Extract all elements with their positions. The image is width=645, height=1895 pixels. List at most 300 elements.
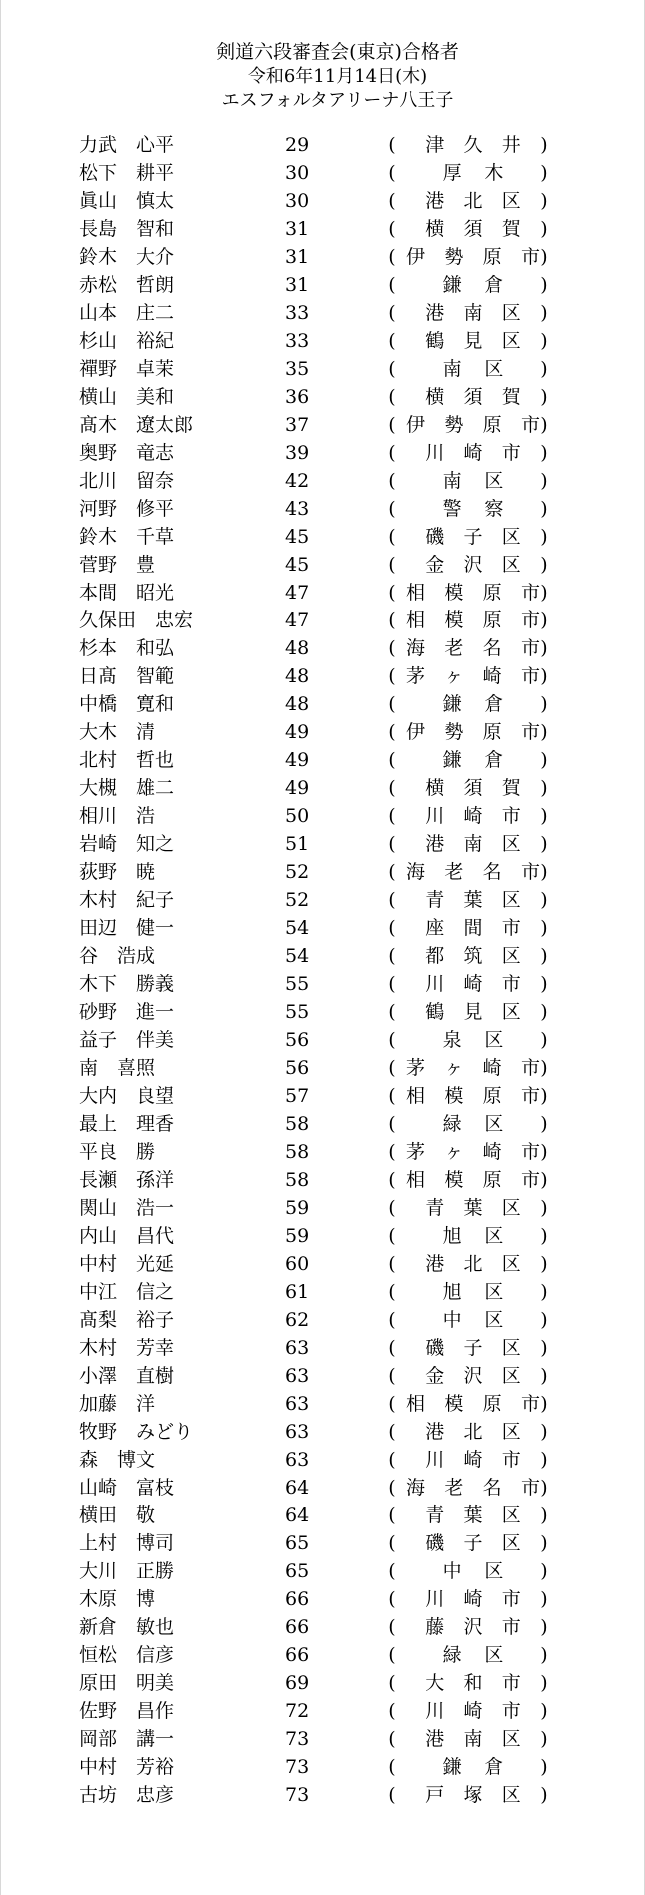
passer-affiliation: 鎌 倉 xyxy=(442,693,504,716)
passer-affiliation: 鎌 倉 xyxy=(442,749,504,772)
close-paren: ) xyxy=(540,134,548,156)
list-item xyxy=(1,1502,644,1530)
list-item xyxy=(1,1698,644,1726)
open-paren: ( xyxy=(388,973,396,996)
passer-name: 牧野 みどり xyxy=(79,1420,194,1443)
list-item xyxy=(1,1251,644,1279)
passer-affiliation: 相 模 原 市 xyxy=(406,1392,540,1415)
passer-affiliation: 横 須 賀 xyxy=(425,385,521,408)
passer-age: 43 xyxy=(285,497,310,520)
open-paren: ( xyxy=(388,385,396,408)
open-paren: ( xyxy=(388,721,396,744)
passer-affiliation: 港 北 区 xyxy=(425,1252,521,1275)
passer-name: 上村 博司 xyxy=(79,1532,175,1555)
close-paren: ) xyxy=(540,1616,548,1639)
list-item xyxy=(1,160,644,188)
passer-affiliation: 茅 ヶ 崎 市 xyxy=(406,1140,540,1163)
close-paren: ) xyxy=(540,889,548,912)
list-item xyxy=(1,384,644,412)
passer-age: 49 xyxy=(285,749,310,772)
open-paren: ( xyxy=(388,497,396,520)
open-paren: ( xyxy=(388,945,396,968)
list-item xyxy=(1,1167,644,1195)
list-item xyxy=(1,244,644,272)
passer-age: 47 xyxy=(285,581,310,604)
list-item xyxy=(1,887,644,915)
list-item xyxy=(1,272,644,300)
close-paren: ) xyxy=(540,945,548,968)
passer-age: 59 xyxy=(285,1224,310,1247)
close-paren: ) xyxy=(540,385,548,408)
passer-affiliation: 青 葉 区 xyxy=(425,889,521,912)
list-item xyxy=(1,635,644,663)
close-paren: ) xyxy=(540,1560,548,1583)
passer-age: 45 xyxy=(285,525,310,548)
passer-age: 42 xyxy=(285,469,310,492)
close-paren: ) xyxy=(540,1532,548,1555)
document-title: 剣道六段審査会(東京)合格者 xyxy=(216,41,459,63)
passer-age: 72 xyxy=(285,1700,310,1723)
list-item xyxy=(1,1027,644,1055)
close-paren: ) xyxy=(540,553,548,576)
passer-affiliation: 金 沢 区 xyxy=(425,1364,521,1387)
close-paren: ) xyxy=(540,1364,548,1387)
list-item xyxy=(1,356,644,384)
passer-name: 大内 良望 xyxy=(79,1084,175,1107)
close-paren: ) xyxy=(540,749,548,772)
close-paren: ) xyxy=(540,1336,548,1359)
open-paren: ( xyxy=(388,1756,396,1779)
close-paren: ) xyxy=(540,917,548,940)
passer-name: 関山 浩一 xyxy=(79,1196,175,1219)
passer-name: 大木 清 xyxy=(79,721,156,744)
passer-name: 松下 耕平 xyxy=(79,161,175,184)
passer-affiliation: 川 崎 市 xyxy=(425,1588,521,1611)
open-paren: ( xyxy=(388,1392,396,1415)
open-paren: ( xyxy=(388,833,396,856)
passer-name: 中橋 寛和 xyxy=(79,693,175,716)
passer-affiliation: 川 崎 市 xyxy=(425,973,521,996)
passer-affiliation: 都 筑 区 xyxy=(425,945,521,968)
list-item xyxy=(1,440,644,468)
passer-affiliation: 海 老 名 市 xyxy=(406,861,540,884)
list-item xyxy=(1,1055,644,1083)
passer-affiliation: 中 区 xyxy=(442,1560,504,1583)
list-item xyxy=(1,607,644,635)
open-paren: ( xyxy=(388,1168,396,1191)
open-paren: ( xyxy=(388,189,396,212)
open-paren: ( xyxy=(388,1616,396,1639)
open-paren: ( xyxy=(388,161,396,184)
close-paren: ) xyxy=(540,1784,548,1807)
passer-name: 森 博文 xyxy=(79,1448,156,1471)
open-paren: ( xyxy=(388,1196,396,1219)
list-item xyxy=(1,971,644,999)
passer-age: 69 xyxy=(285,1672,310,1695)
passer-name: 杉本 和弘 xyxy=(79,637,175,660)
list-item xyxy=(1,328,644,356)
passer-list xyxy=(1,132,644,1810)
passer-name: 菅野 豊 xyxy=(79,553,156,576)
passer-age: 66 xyxy=(285,1616,310,1639)
close-paren: ) xyxy=(540,1001,548,1024)
list-item xyxy=(1,747,644,775)
close-paren: ) xyxy=(540,805,548,828)
passer-age: 61 xyxy=(285,1280,310,1303)
passer-name: 禪野 卓茉 xyxy=(79,357,175,380)
list-item xyxy=(1,468,644,496)
passer-name: 佐野 昌作 xyxy=(79,1700,175,1723)
passer-affiliation: 南 区 xyxy=(442,469,504,492)
close-paren: ) xyxy=(540,525,548,548)
passer-affiliation: 厚 木 xyxy=(442,161,504,184)
list-item xyxy=(1,1754,644,1782)
list-item xyxy=(1,300,644,328)
passer-affiliation: 鶴 見 区 xyxy=(425,329,521,352)
list-item xyxy=(1,859,644,887)
list-item xyxy=(1,803,644,831)
passer-age: 31 xyxy=(285,245,310,268)
open-paren: ( xyxy=(388,1001,396,1024)
close-paren: ) xyxy=(540,1224,548,1247)
passer-affiliation: 茅 ヶ 崎 市 xyxy=(406,1056,540,1079)
passer-age: 33 xyxy=(285,301,310,324)
passer-age: 55 xyxy=(285,1001,310,1024)
passer-age: 64 xyxy=(285,1504,310,1527)
passer-affiliation: 緑 区 xyxy=(442,1644,504,1667)
passer-name: 恒松 信彦 xyxy=(79,1644,175,1667)
passer-affiliation: 戸 塚 区 xyxy=(425,1784,521,1807)
open-paren: ( xyxy=(388,1728,396,1751)
passer-age: 63 xyxy=(285,1420,310,1443)
passer-affiliation: 泉 区 xyxy=(442,1029,504,1051)
passer-affiliation: 座 間 市 xyxy=(425,917,521,940)
open-paren: ( xyxy=(388,1504,396,1527)
passer-age: 54 xyxy=(285,945,310,968)
list-item xyxy=(1,1670,644,1698)
passer-age: 45 xyxy=(285,553,310,576)
passer-age: 65 xyxy=(285,1560,310,1583)
open-paren: ( xyxy=(388,273,396,296)
document-header xyxy=(1,40,644,113)
passer-affiliation: 港 南 区 xyxy=(425,833,521,856)
list-item xyxy=(1,663,644,691)
open-paren: ( xyxy=(388,1308,396,1331)
passer-age: 47 xyxy=(285,609,310,632)
passer-name: 大川 正勝 xyxy=(79,1560,175,1583)
passer-name: 河野 修平 xyxy=(79,497,175,520)
passer-affiliation: 海 老 名 市 xyxy=(406,1476,540,1499)
passer-name: 横山 美和 xyxy=(79,385,175,408)
close-paren: ) xyxy=(540,1420,548,1443)
close-paren: ) xyxy=(540,1448,548,1471)
passer-name: 北村 哲也 xyxy=(79,749,175,772)
open-paren: ( xyxy=(388,357,396,380)
passer-name: 相川 浩 xyxy=(79,805,156,828)
passer-age: 63 xyxy=(285,1392,310,1415)
list-item xyxy=(1,1475,644,1503)
close-paren: ) xyxy=(540,1392,548,1415)
list-item xyxy=(1,412,644,440)
close-paren: ) xyxy=(540,721,548,744)
close-paren: ) xyxy=(540,973,548,996)
list-item xyxy=(1,1363,644,1391)
passer-name: 岩崎 知之 xyxy=(79,833,175,856)
passer-name: 力武 心平 xyxy=(79,134,175,156)
close-paren: ) xyxy=(540,1196,548,1219)
close-paren: ) xyxy=(540,357,548,380)
passer-age: 60 xyxy=(285,1252,310,1275)
open-paren: ( xyxy=(388,861,396,884)
passer-name: 砂野 進一 xyxy=(79,1001,175,1024)
passer-name: 中村 芳裕 xyxy=(79,1756,175,1779)
open-paren: ( xyxy=(388,1280,396,1303)
passer-age: 48 xyxy=(285,693,310,716)
close-paren: ) xyxy=(540,161,548,184)
passer-age: 31 xyxy=(285,217,310,240)
open-paren: ( xyxy=(388,441,396,464)
open-paren: ( xyxy=(388,1056,396,1079)
passer-affiliation: 磯 子 区 xyxy=(425,1336,521,1359)
passer-name: 鈴木 千草 xyxy=(79,525,175,548)
passer-name: 木村 紀子 xyxy=(79,889,175,912)
passer-affiliation: 伊 勢 原 市 xyxy=(406,245,540,268)
open-paren: ( xyxy=(388,245,396,268)
passer-age: 56 xyxy=(285,1029,310,1051)
list-item xyxy=(1,1530,644,1558)
exam-date: 令和6年11月14日(木) xyxy=(247,66,428,87)
close-paren: ) xyxy=(540,1084,548,1107)
open-paren: ( xyxy=(388,917,396,940)
close-paren: ) xyxy=(540,1700,548,1723)
passer-affiliation: 伊 勢 原 市 xyxy=(406,721,540,744)
passer-name: 杉山 裕紀 xyxy=(79,329,175,352)
close-paren: ) xyxy=(540,693,548,716)
passer-age: 30 xyxy=(285,161,310,184)
passer-age: 63 xyxy=(285,1448,310,1471)
open-paren: ( xyxy=(388,1700,396,1723)
passer-name: 本間 昭光 xyxy=(79,581,175,604)
list-item xyxy=(1,831,644,859)
close-paren: ) xyxy=(540,1308,548,1331)
passer-age: 49 xyxy=(285,777,310,800)
open-paren: ( xyxy=(388,301,396,324)
open-paren: ( xyxy=(388,1420,396,1443)
close-paren: ) xyxy=(540,413,548,436)
passer-age: 73 xyxy=(285,1784,310,1807)
list-item xyxy=(1,775,644,803)
passer-age: 49 xyxy=(285,721,310,744)
passer-affiliation: 青 葉 区 xyxy=(425,1504,521,1527)
passer-name: 横田 敬 xyxy=(79,1504,156,1527)
passer-name: 久保田 忠宏 xyxy=(79,609,194,632)
close-paren: ) xyxy=(540,273,548,296)
passer-name: 木村 芳幸 xyxy=(79,1336,175,1359)
close-paren: ) xyxy=(540,581,548,604)
open-paren: ( xyxy=(388,1252,396,1275)
passer-affiliation: 中 区 xyxy=(442,1308,504,1331)
close-paren: ) xyxy=(540,301,548,324)
passer-age: 62 xyxy=(285,1308,310,1331)
open-paren: ( xyxy=(388,1029,396,1051)
open-paren: ( xyxy=(388,1532,396,1555)
passer-age: 58 xyxy=(285,1140,310,1163)
open-paren: ( xyxy=(388,1140,396,1163)
passer-age: 57 xyxy=(285,1084,310,1107)
passer-affiliation: 海 老 名 市 xyxy=(406,637,540,660)
passer-name: 小澤 直樹 xyxy=(79,1364,175,1387)
open-paren: ( xyxy=(388,889,396,912)
passer-age: 35 xyxy=(285,357,310,380)
passer-name: 山崎 富枝 xyxy=(79,1476,175,1499)
close-paren: ) xyxy=(540,245,548,268)
passer-age: 50 xyxy=(285,805,310,828)
passer-name: 中村 光延 xyxy=(79,1252,175,1275)
close-paren: ) xyxy=(540,1280,548,1303)
list-item xyxy=(1,1447,644,1475)
close-paren: ) xyxy=(540,1140,548,1163)
close-paren: ) xyxy=(540,1504,548,1527)
list-item xyxy=(1,1111,644,1139)
open-paren: ( xyxy=(388,1336,396,1359)
close-paren: ) xyxy=(540,861,548,884)
passer-affiliation: 旭 区 xyxy=(442,1280,504,1303)
open-paren: ( xyxy=(388,1560,396,1583)
close-paren: ) xyxy=(540,1056,548,1079)
passer-name: 長島 智和 xyxy=(79,217,175,240)
list-item xyxy=(1,1279,644,1307)
passer-affiliation: 横 須 賀 xyxy=(425,217,521,240)
passer-affiliation: 旭 区 xyxy=(442,1224,504,1247)
passer-age: 48 xyxy=(285,637,310,660)
passer-affiliation: 磯 子 区 xyxy=(425,1532,521,1555)
passer-name: 荻野 暁 xyxy=(79,861,156,884)
list-item xyxy=(1,1391,644,1419)
close-paren: ) xyxy=(540,1756,548,1779)
close-paren: ) xyxy=(540,1029,548,1051)
close-paren: ) xyxy=(540,441,548,464)
open-paren: ( xyxy=(388,553,396,576)
list-item xyxy=(1,1642,644,1670)
passer-affiliation: 港 北 区 xyxy=(425,1420,521,1443)
list-item xyxy=(1,1195,644,1223)
open-paren: ( xyxy=(388,1644,396,1667)
passer-name: 鈴木 大介 xyxy=(79,245,175,268)
passer-name: 新倉 敏也 xyxy=(79,1616,175,1639)
passer-age: 73 xyxy=(285,1728,310,1751)
passer-age: 51 xyxy=(285,833,310,856)
close-paren: ) xyxy=(540,637,548,660)
passer-affiliation: 相 模 原 市 xyxy=(406,1168,540,1191)
list-item xyxy=(1,1726,644,1754)
passer-age: 31 xyxy=(285,273,310,296)
open-paren: ( xyxy=(388,1364,396,1387)
passer-age: 33 xyxy=(285,329,310,352)
open-paren: ( xyxy=(388,609,396,632)
passer-affiliation: 川 崎 市 xyxy=(425,805,521,828)
open-paren: ( xyxy=(388,1672,396,1695)
passer-name: 木原 博 xyxy=(79,1588,156,1611)
open-paren: ( xyxy=(388,1084,396,1107)
passer-name: 益子 伴美 xyxy=(79,1029,175,1051)
open-paren: ( xyxy=(388,637,396,660)
passer-affiliation: 港 北 区 xyxy=(425,189,521,212)
passer-age: 59 xyxy=(285,1196,310,1219)
open-paren: ( xyxy=(388,413,396,436)
passer-affiliation: 伊 勢 原 市 xyxy=(406,413,540,436)
passer-age: 66 xyxy=(285,1588,310,1611)
list-item xyxy=(1,1223,644,1251)
list-item xyxy=(1,216,644,244)
passer-name: 内山 昌代 xyxy=(79,1224,175,1247)
passer-affiliation: 相 模 原 市 xyxy=(406,581,540,604)
list-item xyxy=(1,943,644,971)
passer-affiliation: 鎌 倉 xyxy=(442,273,504,296)
close-paren: ) xyxy=(540,1588,548,1611)
open-paren: ( xyxy=(388,1224,396,1247)
open-paren: ( xyxy=(388,805,396,828)
passer-name: 北川 留奈 xyxy=(79,469,175,492)
passer-name: 髙木 遼太郎 xyxy=(79,413,194,436)
passer-name: 最上 理香 xyxy=(79,1112,175,1135)
passer-name: 奥野 竜志 xyxy=(79,441,175,464)
passer-name: 眞山 慎太 xyxy=(79,189,175,212)
passer-affiliation: 南 区 xyxy=(442,357,504,380)
passer-name: 大槻 雄二 xyxy=(79,777,175,800)
passer-affiliation: 川 崎 市 xyxy=(425,1700,521,1723)
list-item xyxy=(1,496,644,524)
open-paren: ( xyxy=(388,665,396,688)
close-paren: ) xyxy=(540,1168,548,1191)
exam-venue: エスフォルタアリーナ八王子 xyxy=(221,90,454,111)
passer-age: 55 xyxy=(285,973,310,996)
list-item xyxy=(1,1335,644,1363)
passer-name: 木下 勝義 xyxy=(79,973,175,996)
passer-affiliation: 川 崎 市 xyxy=(425,1448,521,1471)
passer-age: 39 xyxy=(285,441,310,464)
open-paren: ( xyxy=(388,1588,396,1611)
open-paren: ( xyxy=(388,525,396,548)
passer-name: 日髙 智範 xyxy=(79,665,175,688)
list-item xyxy=(1,915,644,943)
close-paren: ) xyxy=(540,497,548,520)
passer-age: 73 xyxy=(285,1756,310,1779)
open-paren: ( xyxy=(388,217,396,240)
passer-age: 64 xyxy=(285,1476,310,1499)
passer-name: 原田 明美 xyxy=(79,1672,175,1695)
close-paren: ) xyxy=(540,833,548,856)
open-paren: ( xyxy=(388,134,396,156)
passer-age: 56 xyxy=(285,1056,310,1079)
open-paren: ( xyxy=(388,1448,396,1471)
passer-affiliation: 港 南 区 xyxy=(425,301,521,324)
open-paren: ( xyxy=(388,329,396,352)
passer-age: 58 xyxy=(285,1112,310,1135)
list-item xyxy=(1,1139,644,1167)
list-item xyxy=(1,1083,644,1111)
open-paren: ( xyxy=(388,581,396,604)
close-paren: ) xyxy=(540,1476,548,1499)
passer-age: 63 xyxy=(285,1364,310,1387)
passer-age: 48 xyxy=(285,665,310,688)
passer-affiliation: 警 察 xyxy=(442,497,504,520)
passer-age: 36 xyxy=(285,385,310,408)
list-item xyxy=(1,580,644,608)
passer-name: 南 喜照 xyxy=(79,1056,156,1079)
passer-affiliation: 大 和 市 xyxy=(425,1672,521,1695)
passer-age: 52 xyxy=(285,889,310,912)
passer-affiliation: 相 模 原 市 xyxy=(406,1084,540,1107)
